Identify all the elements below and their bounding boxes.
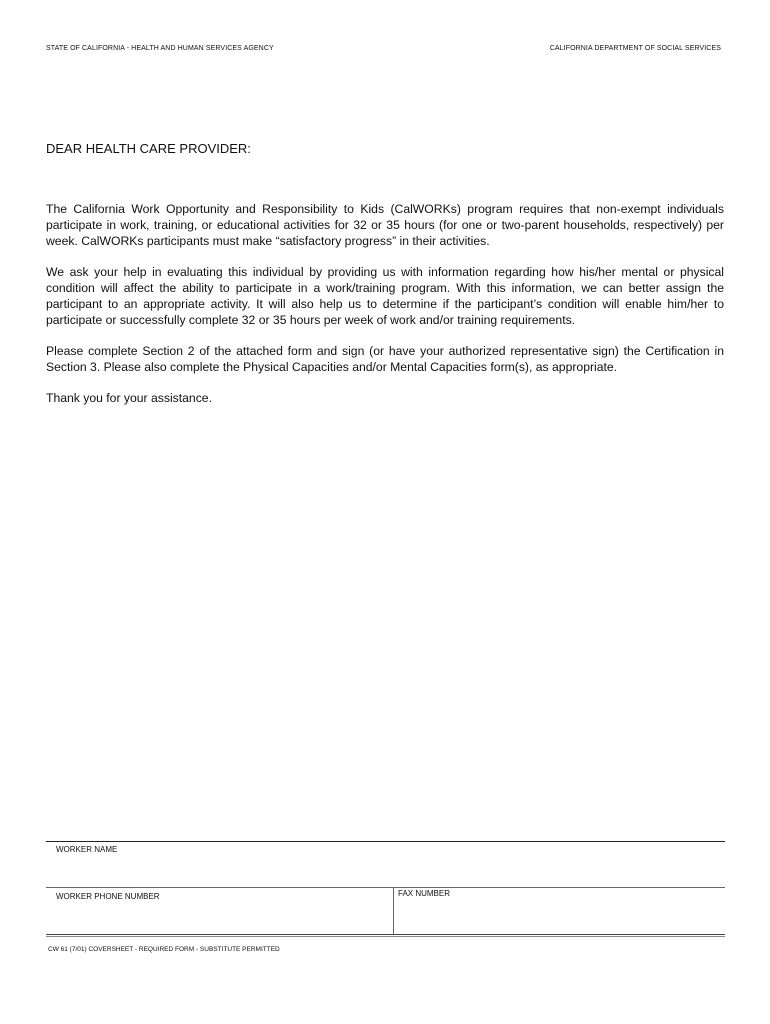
fax-number-label: FAX NUMBER: [398, 889, 451, 898]
letter-paragraph-program: The California Work Opportunity and Responsibility to Kids (CalWORKs) program requires that non-exempt individuals participate in work, training, or educational activities for 32 or 35 hours (for one or two-parent households, respectively) per week. CalWORKs participants must make “satisfactory progress” in their activities.: [46, 202, 724, 248]
form-bottom-rule-secondary: [46, 936, 725, 937]
form-footer: CW 61 (7/01) COVERSHEET - REQUIRED FORM - SUBSTITUTE PERMITTED: [48, 946, 280, 953]
letter-paragraph-thanks: Thank you for your assistance.: [46, 391, 212, 405]
header-department: CALIFORNIA DEPARTMENT OF SOCIAL SERVICES: [549, 45, 721, 52]
letter-body: [46, 201, 724, 421]
form-top-rule: [46, 841, 725, 842]
worker-info-form: [46, 841, 725, 937]
form-middle-rule: [46, 887, 725, 888]
worker-name-label: WORKER NAME: [56, 845, 118, 854]
letter-paragraph-request: We ask your help in evaluating this individual by providing us with information regarding how his/her mental or physical condition will affect the ability to participate in a work/training program. With this information, we can better assign the participant to an appropriate activity. It will also help us to determine if the participant’s condition will enable him/her to participate or successfully complete 32 or 35 hours per week of work and/or training requirements.: [46, 265, 724, 327]
form-bottom-rule: [46, 934, 725, 935]
worker-phone-label: WORKER PHONE NUMBER: [56, 892, 160, 901]
form-column-divider: [393, 887, 394, 935]
letter-paragraph-instructions: Please complete Section 2 of the attached form and sign (or have your authorized representative sign) the Certification in Section 3. Please also complete the Physical Capacities and/or Mental Capacities form(s), as appropriate.: [46, 344, 724, 374]
header-agency: STATE OF CALIFORNIA - HEALTH AND HUMAN SERVICES AGENCY: [46, 45, 274, 52]
letter-salutation: DEAR HEALTH CARE PROVIDER:: [46, 141, 251, 156]
